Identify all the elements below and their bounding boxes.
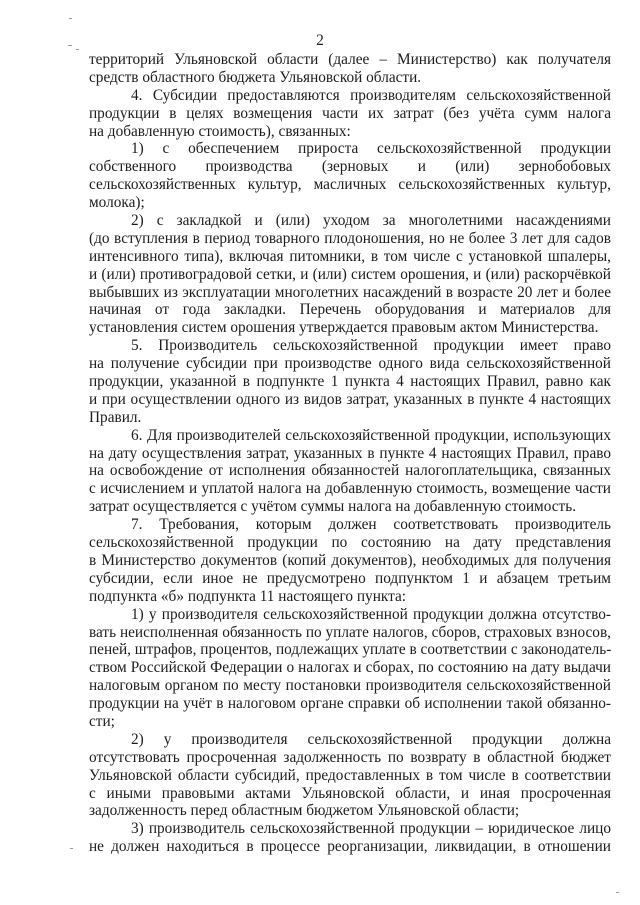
text-line: средств областного бюджета Ульяновской области.: [89, 68, 422, 86]
text-line: начиная от года закладки. Перечень оборудования и материалов для: [89, 301, 611, 319]
text-line: собственного производства (зерновых и (или) зернобобовых: [89, 158, 611, 176]
scan-speck: [70, 848, 73, 849]
text-line: на получение субсидии при производстве одного вида сельскохозяйственной: [89, 355, 611, 373]
text-line: и при осуществлении одного из видов затрат, указанных в пункте 4 настоящих: [89, 390, 611, 408]
page-number: 2: [316, 32, 324, 49]
text-line: на дату осуществления затрат, указанных в пункте 4 настоящих Правил, право: [89, 444, 611, 462]
text-line: 2) с закладкой и (или) уходом за многолетними насаждениями: [131, 212, 611, 230]
text-line: интенсивного типа), включая питомники, в том числе с установкой шпалеры,: [89, 247, 611, 265]
text-line: ством Российской Федерации о налогах и сборах, по состоянию на дату выдачи: [89, 659, 611, 677]
text-line: затрат осуществляется с учётом суммы налога на добавленную стоимость.: [89, 498, 577, 516]
text-line: задолженность перед областным бюджетом Ульяновской области;: [89, 802, 520, 820]
text-line: Ульяновской области субсидий, предоставленных в том числе в соответствии: [89, 766, 611, 784]
text-line: продукции, указанной в подпункте 1 пункта 4 настоящих Правил, равно как: [89, 373, 611, 391]
document-body: [89, 51, 611, 856]
text-line: на освобождение от исполнения обязанностей налогоплательщика, связанных: [89, 462, 611, 480]
text-line: 1) с обеспечением прироста сельскохозяйственной продукции: [131, 140, 611, 158]
text-line: отсутствовать просроченная задолженность по возврату в областной бюджет: [89, 748, 611, 766]
text-line: сельскохозяйственной продукции по состоянию на дату представления: [89, 534, 611, 552]
text-line: с исчислением и уплатой налога на добавленную стоимость, возмещение части: [89, 480, 611, 498]
text-line: установления систем орошения утверждается правовым актом Министерства.: [89, 319, 599, 337]
text-line: с иными правовыми актами Ульяновской области, и иная просроченная: [89, 784, 611, 802]
text-line: 7. Требования, которым должен соответствовать производитель: [131, 516, 611, 534]
text-line: 3) производитель сельскохозяйственной продукции – юридическое лицо: [131, 820, 611, 838]
text-line: 5. Производитель сельскохозяйственной продукции имеет право: [131, 337, 611, 355]
text-line: 4. Субсидии предоставляются производителям сельскохозяйственной: [131, 86, 611, 104]
text-line: на добавленную стоимость), связанных:: [89, 122, 351, 140]
text-line: сельскохозяйственных культур, масличных сельскохозяйственных культур,: [89, 176, 611, 194]
text-line: молока);: [89, 194, 145, 212]
scan-speck: [616, 892, 619, 893]
text-line: 1) у производителя сельскохозяйственной продукции должна отсутство-: [131, 605, 611, 623]
text-line: сти;: [89, 712, 115, 730]
text-line: Правил.: [89, 408, 142, 426]
scan-speck: [69, 18, 72, 19]
text-line: продукции на учёт в налоговом органе справки об исполнении такой обязанно-: [89, 695, 611, 713]
text-line: (до вступления в период товарного плодоношения, но не более 3 лет для садов: [89, 229, 611, 247]
text-line: вать неисполненная обязанность по уплате налогов, сборов, страховых взносов,: [89, 623, 611, 641]
text-line: налоговым органом по месту постановки производителя сельскохозяйственной: [89, 677, 611, 695]
text-line: в Министерство документов (копий документов), необходимых для получения: [89, 551, 611, 569]
text-line: пеней, штрафов, процентов, подлежащих уплате в соответствии с законодатель-: [89, 641, 612, 659]
text-line: не должен находиться в процессе реорганизации, ликвидации, в отношении: [89, 838, 611, 856]
text-line: территорий Ульяновской области (далее – Министерство) как получателя: [89, 51, 611, 68]
text-line: подпункта «б» подпункта 11 настоящего пункта:: [89, 587, 407, 605]
text-line: продукции в целях возмещения части их затрат (без учёта сумм налога: [89, 104, 611, 122]
text-line: выбывших из эксплуатации многолетних насаждений в возрасте 20 лет и более: [89, 283, 611, 301]
text-line: и (или) противоградовой сетки, и (или) систем орошения, и (или) раскорчёвкой: [89, 265, 611, 283]
text-line: субсидии, если иное не предусмотрено подпунктом 1 и абзацем третьим: [89, 569, 611, 587]
text-line: 6. Для производителей сельскохозяйственной продукции, использующих: [131, 426, 611, 444]
text-line: 2) у производителя сельскохозяйственной продукции должна: [131, 730, 611, 748]
